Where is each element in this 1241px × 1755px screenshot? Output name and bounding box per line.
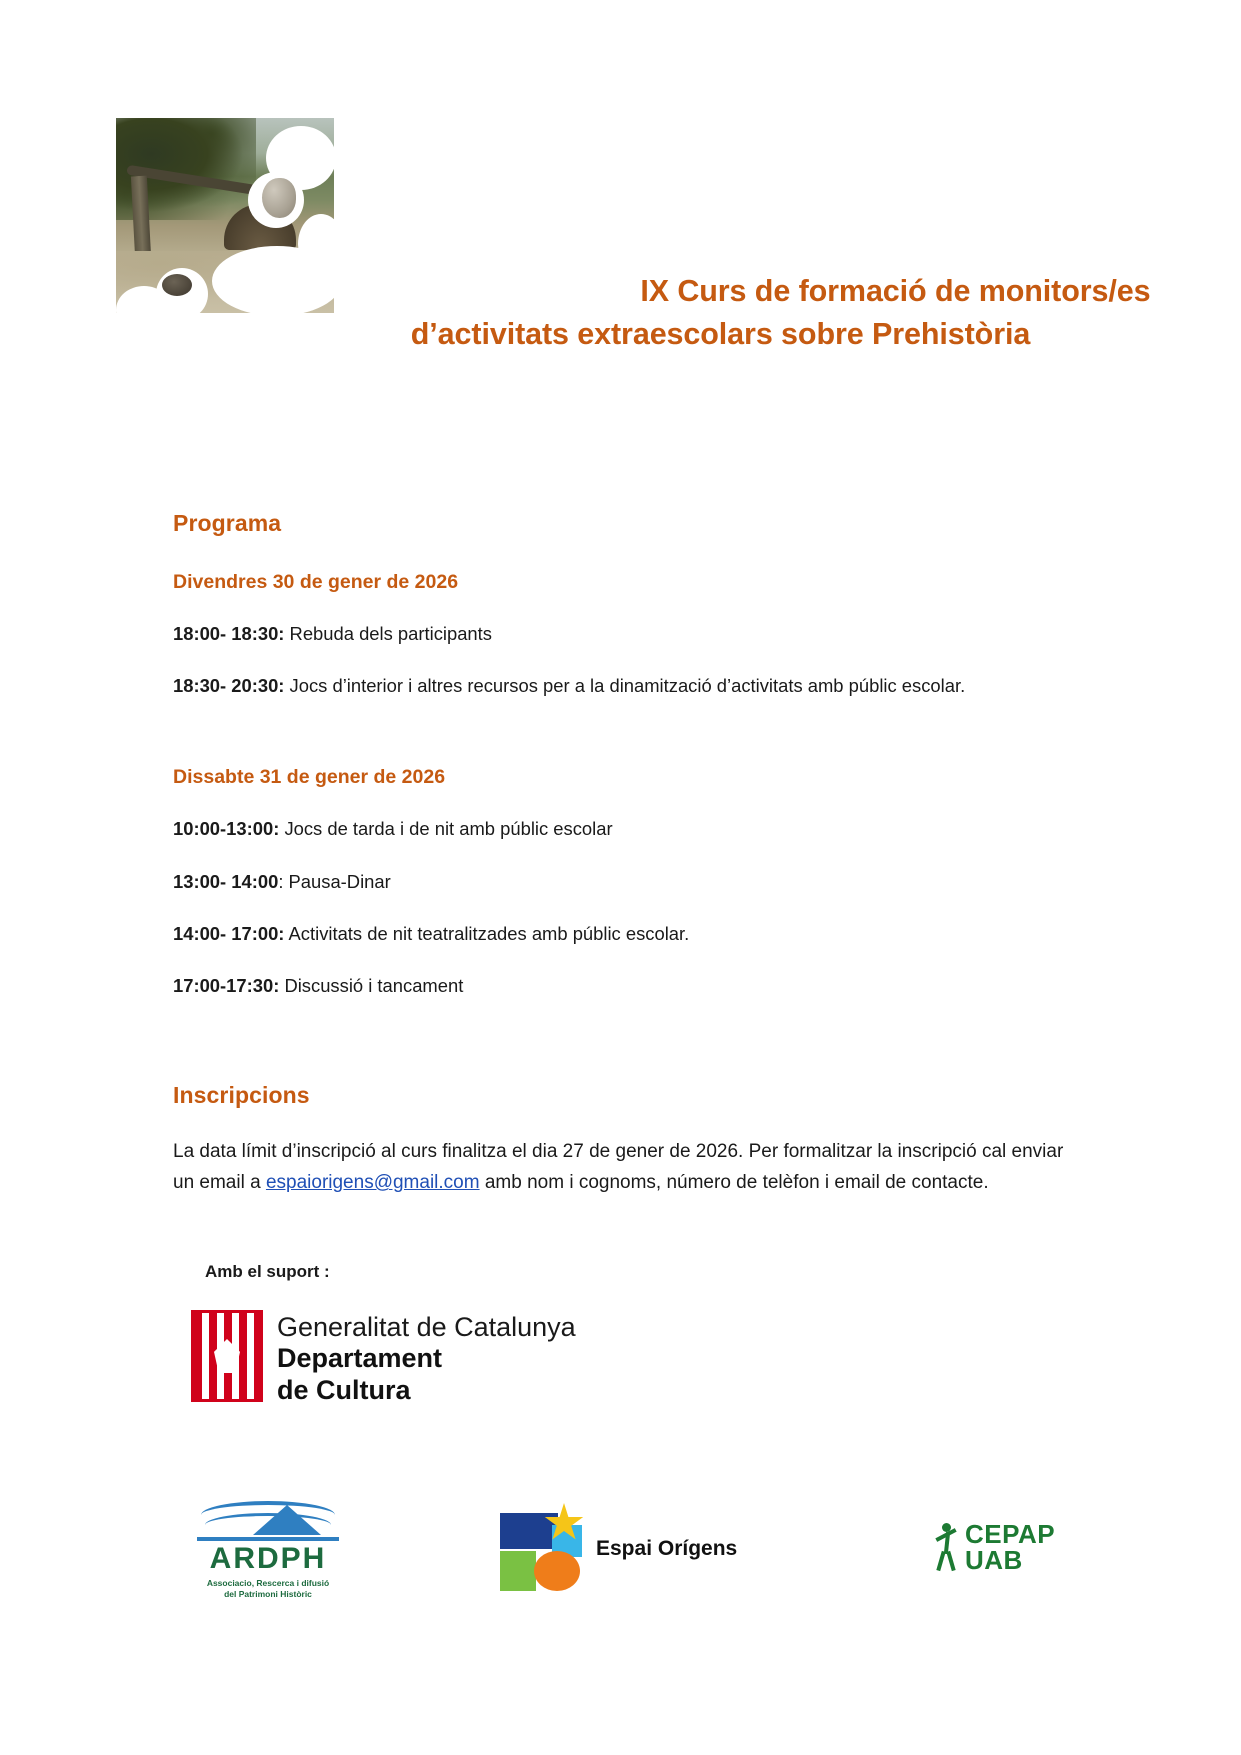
schedule-entry <box>173 620 1078 647</box>
registration-text-before: La data límit d’inscripció al curs finalitza el dia 27 de gener de 2026. Per formalitzar la inscripció cal enviar un email a <box>173 1141 1064 1194</box>
schedule-text: : Pausa-Dinar <box>278 870 391 892</box>
hiker-figure-icon <box>935 1523 961 1571</box>
registration-email-link[interactable]: espaiorigens@gmail.com <box>265 1172 480 1194</box>
schedule-time: 18:00- 18:30: <box>173 623 285 644</box>
cepap-uab-logo <box>935 1521 1055 1573</box>
senyera-flag-icon <box>191 1310 263 1402</box>
support-label: Amb el suport : <box>205 1262 330 1281</box>
schedule-entry <box>173 815 1078 842</box>
registration-text-after: amb nom i cognoms, número de telèfon i email de contacte. <box>479 1172 989 1194</box>
schedule-text: Jocs d’interior i altres recursos per a la dinamització d’activitats amb públic escolar. <box>284 675 966 697</box>
spacer <box>173 724 1078 766</box>
photo-stone-secondary-icon <box>162 274 192 296</box>
photo-cutout-mask <box>116 118 334 313</box>
schedule-time: 14:00- 17:00: <box>173 922 285 944</box>
generalitat-de-catalunya-logo <box>191 1310 1165 1407</box>
ardph-name: ARDPH <box>209 1542 327 1575</box>
espai-origens-logo <box>500 1507 737 1591</box>
schedule-text: Activitats de nit teatralitzades amb públic escolar. <box>284 922 690 944</box>
generalitat-logo-text <box>277 1310 576 1407</box>
schedule-entry <box>173 672 1078 699</box>
espai-origens-name: Espai Orígens <box>596 1537 738 1560</box>
ardph-mountain-icon <box>193 1495 343 1543</box>
day-heading-friday: Divendres 30 de gener de 2026 <box>173 571 459 593</box>
sponsor-logo-row <box>0 1495 1241 1625</box>
section-heading-programa: Programa <box>173 510 282 536</box>
document-header <box>0 118 1241 357</box>
page-title-line2: d’activitats extraescolars sobre Prehistòria <box>410 317 1031 352</box>
cepap-line1: CEPAP <box>965 1519 1056 1549</box>
ardph-subtitle-line1: Associacio, Rescerca i difusió <box>206 1577 330 1588</box>
schedule-text: Discussió i tancament <box>279 975 464 997</box>
day-heading-saturday: Dissabte 31 de gener de 2026 <box>173 766 446 789</box>
schedule-text: Jocs de tarda i de nit amb públic escolar <box>279 818 613 840</box>
schedule-time: 17:00-17:30: <box>173 975 280 997</box>
schedule-entry <box>173 920 1078 947</box>
schedule-time: 18:30- 20:30: <box>173 675 285 697</box>
ardph-subtitle <box>188 1578 348 1600</box>
cepap-name <box>965 1521 1055 1573</box>
prehistory-site-photo-logo <box>116 118 334 313</box>
schedule-time: 10:00-13:00: <box>173 818 280 840</box>
section-heading-inscripcions: Inscripcions <box>173 1082 310 1109</box>
photo-stone-icon <box>262 178 296 218</box>
espai-origens-mark-icon <box>500 1507 586 1591</box>
registration-paragraph <box>173 1137 1078 1199</box>
page-title-line1: IX Curs de formació de monitors/es <box>640 274 1151 308</box>
ardph-logo <box>188 1495 348 1600</box>
schedule-entry <box>173 868 1078 895</box>
generalitat-line2: Departament <box>277 1343 443 1374</box>
spacer <box>173 1024 1078 1082</box>
cepap-line2: UAB <box>965 1545 1023 1575</box>
ardph-subtitle-line2: del Patrimoni Històric <box>224 1588 312 1599</box>
schedule-time: 13:00- 14:00 <box>173 870 279 892</box>
support-section <box>205 1262 1165 1407</box>
generalitat-line3: de Cultura <box>277 1374 411 1405</box>
document-body <box>173 510 1078 1199</box>
schedule-text: Rebuda dels participants <box>284 623 492 644</box>
generalitat-line1: Generalitat de Catalunya <box>277 1312 576 1342</box>
schedule-entry <box>173 972 1078 999</box>
